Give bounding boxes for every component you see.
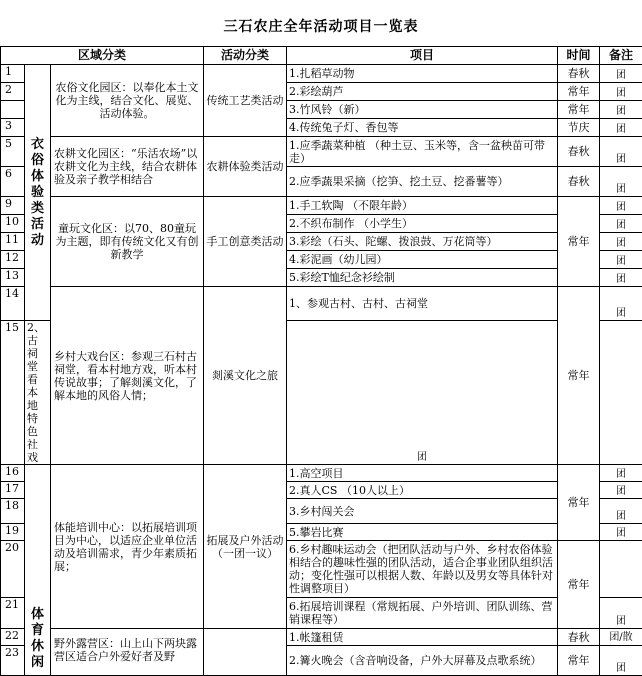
item-cell: 6.拓展培训课程（常规拓展、户外培训、团队训练、营销课程等） bbox=[287, 598, 558, 629]
row-number: 5 bbox=[1, 137, 25, 167]
category-leisure bbox=[25, 465, 51, 676]
theme-outdoor-label: 拓展及户外活动 bbox=[206, 534, 284, 547]
theme-handcraft: 手工创意类活动 bbox=[204, 197, 287, 287]
area-toy-culture: 童玩文化区：以70、80童玩为主题，即有传统文化又有创新教学 bbox=[51, 197, 204, 287]
item-cell: 1.帐篷租赁 bbox=[287, 629, 558, 646]
area-folk-culture: 农俗文化园区：以奉化本土文化为主线，结合文化、展览、活动体验。 bbox=[51, 65, 204, 137]
note-cell: 团 bbox=[600, 233, 642, 251]
note-cell: 团/散 bbox=[600, 629, 642, 646]
item-cell: 4.传统兔子灯、香包等 bbox=[287, 119, 558, 137]
row-number: 11 bbox=[1, 233, 25, 251]
row-number: 19 bbox=[1, 524, 25, 541]
category-leisure-text: 体育休闲 bbox=[31, 607, 45, 671]
row-number: 10 bbox=[1, 215, 25, 233]
note-cell: 团 bbox=[600, 119, 642, 137]
table-row bbox=[1, 287, 642, 321]
note-cell: 团 bbox=[600, 465, 642, 482]
time-cell: 春秋 bbox=[558, 137, 600, 167]
item-cell: 3.彩绘（石头、陀螺、拨浪鼓、万花筒等） bbox=[287, 233, 558, 251]
time-cell: 常年 bbox=[558, 83, 600, 101]
note-cell: 团 bbox=[600, 83, 642, 101]
table-row bbox=[1, 629, 642, 646]
note-cell: 团 bbox=[600, 287, 642, 321]
note-cell: 团 bbox=[600, 137, 642, 167]
area-farming: 农耕文化园区：“乐活农场”以农耕文化为主线，结合农耕体验及亲子教学相结合 bbox=[51, 137, 204, 197]
header-item: 项目 bbox=[287, 47, 558, 65]
note-cell: 团 bbox=[600, 269, 642, 287]
note-cell: 团 bbox=[600, 65, 642, 83]
table-row bbox=[1, 465, 642, 482]
note-cell: 团 bbox=[600, 482, 642, 499]
row-number: 20 bbox=[1, 541, 25, 598]
note-cell: 团 bbox=[600, 167, 642, 197]
theme-outdoor-note: （一团一议） bbox=[206, 547, 284, 560]
item-cell: 4.彩泥画（幼儿园） bbox=[287, 251, 558, 269]
table-row bbox=[1, 197, 642, 215]
note-cell: 团 bbox=[600, 101, 642, 119]
item-cell: 2.应季蔬果采摘（挖笋、挖土豆、挖番薯等） bbox=[287, 167, 558, 197]
row-number bbox=[1, 101, 25, 119]
item-cell: 1.高空项目 bbox=[287, 465, 558, 482]
table-row bbox=[1, 137, 642, 167]
time-cell: 春秋 bbox=[558, 629, 600, 646]
note-cell: 团 bbox=[600, 524, 642, 541]
category-farm-text: 衣俗体验类活动 bbox=[31, 137, 45, 249]
time-cell: 常年 bbox=[558, 465, 600, 541]
header-theme: 活动分类 bbox=[204, 47, 287, 65]
item-cell: 6.乡村趣味运动会（把团队活动与户外、乡村农俗体验相结合的趣味性强的团队活动，适合企事业团队组织活动；变化性强可以根据人数、年龄以及男女等具体针对性调整项目） bbox=[287, 541, 558, 598]
row-number: 14 bbox=[1, 287, 25, 321]
theme-outdoor bbox=[204, 465, 287, 629]
item-cell: 5.彩绘T恤纪念衫绘制 bbox=[287, 269, 558, 287]
time-cell: 常年 bbox=[558, 197, 600, 287]
item-cell: 5.攀岩比赛 bbox=[287, 524, 558, 541]
time-cell: 常年 bbox=[558, 287, 600, 465]
row-number: 17 bbox=[1, 482, 25, 499]
row-number: 16 bbox=[1, 465, 25, 482]
time-cell: 常年 bbox=[558, 101, 600, 119]
time-cell: 节庆 bbox=[558, 119, 600, 137]
item-cell: 1、参观古村、古村、古祠堂 bbox=[287, 287, 558, 321]
time-cell: 春秋 bbox=[558, 65, 600, 83]
header-area: 区域分类 bbox=[1, 47, 204, 65]
item-cell: 2.彩绘葫芦 bbox=[287, 83, 558, 101]
activity-table bbox=[0, 46, 642, 676]
row-number: 6 bbox=[1, 167, 25, 197]
note-cell bbox=[600, 541, 642, 598]
note-cell: 团 bbox=[600, 197, 642, 215]
row-number: 3 bbox=[1, 119, 25, 137]
time-cell: 常年 bbox=[558, 646, 600, 676]
row-number: 23 bbox=[1, 646, 25, 676]
row-number: 18 bbox=[1, 499, 25, 524]
item-cell: 3.竹风铃（新） bbox=[287, 101, 558, 119]
note-cell: 团 bbox=[600, 598, 642, 629]
row-number: 22 bbox=[1, 629, 25, 646]
row-number: 9 bbox=[1, 197, 25, 215]
area-training-center: 体能培训中心：以拓展培训项目为中心，以适应企业单位活动及培训需求，青少年素质拓展； bbox=[51, 465, 204, 629]
item-cell: 2.篝火晚会（含音响设备，户外大屏幕及点歌系统） bbox=[287, 646, 558, 676]
time-cell: 常年 bbox=[558, 541, 600, 629]
category-farm bbox=[25, 65, 51, 321]
row-number: 1 bbox=[1, 65, 25, 83]
item-cell: 2、古祠堂看本地特色社戏 bbox=[25, 321, 51, 465]
area-camping: 野外露营区：山上山下两块露营区适合户外爱好者及野 bbox=[51, 629, 204, 676]
theme-farming: 农耕体验类活动 bbox=[204, 137, 287, 197]
header-note: 备注 bbox=[600, 47, 642, 65]
item-cell: 1.扎稻草动物 bbox=[287, 65, 558, 83]
note-cell: 团 bbox=[600, 215, 642, 233]
row-number: 12 bbox=[1, 251, 25, 269]
header-row bbox=[1, 47, 642, 65]
item-cell: 3.乡村闯关会 bbox=[287, 499, 558, 524]
row-number: 21 bbox=[1, 598, 25, 629]
theme-shanxi-culture: 剡溪文化之旅 bbox=[204, 287, 287, 465]
note-cell: 团 bbox=[600, 251, 642, 269]
theme-craft: 传统工艺类活动 bbox=[204, 65, 287, 137]
note-cell: 团 bbox=[600, 499, 642, 524]
note-cell: 团 bbox=[600, 646, 642, 676]
item-cell: 1.应季蔬菜种植 （种土豆、玉米等，含一盆秧苗可带走） bbox=[287, 137, 558, 167]
area-village-stage: 乡村大戏台区：参观三石村古祠堂，看本村地方戏，听本村传说故事；了解剡溪文化，了解本地的风俗人情； bbox=[51, 287, 204, 465]
row-number: 2 bbox=[1, 83, 25, 101]
theme-camping bbox=[204, 629, 287, 676]
item-cell: 2.真人CS （10人以上） bbox=[287, 482, 558, 499]
item-cell: 2.不织布制作 （小学生） bbox=[287, 215, 558, 233]
table-row bbox=[1, 65, 642, 83]
item-cell: 1.手工软陶 （不限年龄） bbox=[287, 197, 558, 215]
row-number: 15 bbox=[1, 321, 25, 465]
page-title: 三石农庄全年活动项目一览表 bbox=[0, 16, 642, 36]
header-time: 时间 bbox=[558, 47, 600, 65]
row-number: 13 bbox=[1, 269, 25, 287]
note-cell: 团 bbox=[287, 321, 558, 465]
time-cell: 春秋 bbox=[558, 167, 600, 197]
